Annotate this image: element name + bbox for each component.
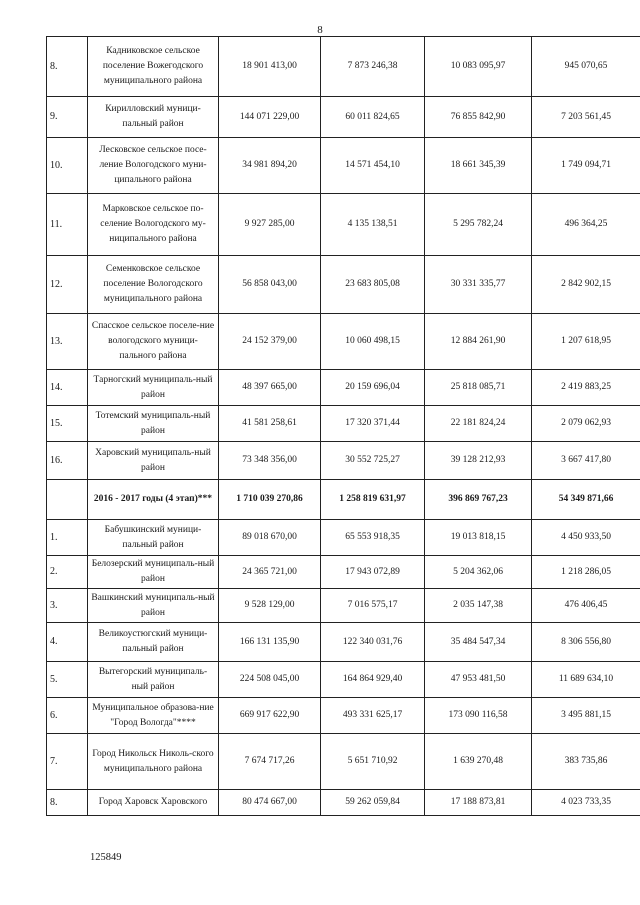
local-amount: 8 306 556,80 xyxy=(532,623,640,662)
regional-amount: 173 090 116,58 xyxy=(425,698,532,734)
local-amount: 1 749 094,71 xyxy=(532,138,640,194)
regional-amount: 17 188 873,81 xyxy=(425,790,532,816)
federal-amount: 14 571 454,10 xyxy=(321,138,425,194)
table-row xyxy=(47,442,640,480)
municipality-name: Великоустюгский муници-пальный район xyxy=(88,623,219,662)
regional-amount: 12 884 261,90 xyxy=(425,314,532,370)
table-row xyxy=(47,194,640,256)
row-number: 3. xyxy=(47,589,88,623)
total-amount: 144 071 229,00 xyxy=(219,97,321,138)
regional-amount: 30 331 335,77 xyxy=(425,256,532,314)
federal-amount: 17 320 371,44 xyxy=(321,406,425,442)
municipality-name: Кирилловский муници-пальный район xyxy=(88,97,219,138)
regional-amount: 39 128 212,93 xyxy=(425,442,532,480)
regional-amount: 47 953 481,50 xyxy=(425,662,532,698)
federal-amount: 164 864 929,40 xyxy=(321,662,425,698)
row-number: 5. xyxy=(47,662,88,698)
total-amount: 18 901 413,00 xyxy=(219,37,321,97)
row-number: 14. xyxy=(47,370,88,406)
local-amount: 945 070,65 xyxy=(532,37,640,97)
municipality-name: Город Никольск Николь-ского муниципального района xyxy=(88,734,219,790)
local-amount: 1 218 286,05 xyxy=(532,556,640,589)
local-amount: 54 349 871,66 xyxy=(532,480,640,520)
municipality-name: Вытегорский муниципаль-ный район xyxy=(88,662,219,698)
municipality-name: Марковское сельское по-селение Вологодского му-ниципального района xyxy=(88,194,219,256)
total-amount: 669 917 622,90 xyxy=(219,698,321,734)
total-amount: 34 981 894,20 xyxy=(219,138,321,194)
federal-amount: 30 552 725,27 xyxy=(321,442,425,480)
local-amount: 383 735,86 xyxy=(532,734,640,790)
local-amount: 7 203 561,45 xyxy=(532,97,640,138)
total-amount: 80 474 667,00 xyxy=(219,790,321,816)
local-amount: 496 364,25 xyxy=(532,194,640,256)
federal-amount: 23 683 805,08 xyxy=(321,256,425,314)
table-row xyxy=(47,623,640,662)
table-row xyxy=(47,589,640,623)
row-number: 12. xyxy=(47,256,88,314)
total-amount: 73 348 356,00 xyxy=(219,442,321,480)
municipality-name: Лесковское сельское посе-ление Вологодского муни-ципального района xyxy=(88,138,219,194)
regional-amount: 35 484 547,34 xyxy=(425,623,532,662)
regional-amount: 76 855 842,90 xyxy=(425,97,532,138)
table-row xyxy=(47,138,640,194)
row-number: 6. xyxy=(47,698,88,734)
regional-amount: 10 083 095,97 xyxy=(425,37,532,97)
row-number: 11. xyxy=(47,194,88,256)
total-amount: 7 674 717,26 xyxy=(219,734,321,790)
total-amount: 224 508 045,00 xyxy=(219,662,321,698)
row-number: 7. xyxy=(47,734,88,790)
local-amount: 11 689 634,10 xyxy=(532,662,640,698)
budget-table xyxy=(46,36,640,816)
federal-amount: 7 873 246,38 xyxy=(321,37,425,97)
table-row xyxy=(47,734,640,790)
row-number: 13. xyxy=(47,314,88,370)
total-amount: 1 710 039 270,86 xyxy=(219,480,321,520)
total-amount: 24 152 379,00 xyxy=(219,314,321,370)
table-row xyxy=(47,556,640,589)
federal-amount: 65 553 918,35 xyxy=(321,520,425,556)
table-row xyxy=(47,520,640,556)
table-row xyxy=(47,406,640,442)
local-amount: 4 450 933,50 xyxy=(532,520,640,556)
local-amount: 476 406,45 xyxy=(532,589,640,623)
municipality-name: Тотемский муниципаль-ный район xyxy=(88,406,219,442)
regional-amount: 18 661 345,39 xyxy=(425,138,532,194)
federal-amount: 60 011 824,65 xyxy=(321,97,425,138)
municipality-name: Семенковское сельское поселение Вологодского муниципального района xyxy=(88,256,219,314)
table-row xyxy=(47,370,640,406)
local-amount: 3 495 881,15 xyxy=(532,698,640,734)
table-row xyxy=(47,256,640,314)
document-code: 125849 xyxy=(90,852,122,863)
total-amount: 89 018 670,00 xyxy=(219,520,321,556)
municipality-name: 2016 - 2017 годы (4 этап)*** xyxy=(88,480,219,520)
table-row xyxy=(47,314,640,370)
row-number xyxy=(47,480,88,520)
federal-amount: 10 060 498,15 xyxy=(321,314,425,370)
row-number: 10. xyxy=(47,138,88,194)
total-amount: 9 927 285,00 xyxy=(219,194,321,256)
local-amount: 1 207 618,95 xyxy=(532,314,640,370)
table-row xyxy=(47,698,640,734)
regional-amount: 25 818 085,71 xyxy=(425,370,532,406)
regional-amount: 22 181 824,24 xyxy=(425,406,532,442)
total-amount: 41 581 258,61 xyxy=(219,406,321,442)
row-number: 8. xyxy=(47,37,88,97)
regional-amount: 19 013 818,15 xyxy=(425,520,532,556)
total-amount: 24 365 721,00 xyxy=(219,556,321,589)
local-amount: 2 079 062,93 xyxy=(532,406,640,442)
federal-amount: 20 159 696,04 xyxy=(321,370,425,406)
municipality-name: Кадниковское сельское поселение Вожегодского муниципального района xyxy=(88,37,219,97)
municipality-name: Белозерский муниципаль-ный район xyxy=(88,556,219,589)
federal-amount: 59 262 059,84 xyxy=(321,790,425,816)
local-amount: 4 023 733,35 xyxy=(532,790,640,816)
row-number: 8. xyxy=(47,790,88,816)
regional-amount: 5 295 782,24 xyxy=(425,194,532,256)
table-row xyxy=(47,790,640,816)
row-number: 15. xyxy=(47,406,88,442)
regional-amount: 5 204 362,06 xyxy=(425,556,532,589)
table-row xyxy=(47,662,640,698)
municipality-name: Муниципальное образова-ние "Город Вологда"**** xyxy=(88,698,219,734)
federal-amount: 1 258 819 631,97 xyxy=(321,480,425,520)
regional-amount: 396 869 767,23 xyxy=(425,480,532,520)
local-amount: 2 419 883,25 xyxy=(532,370,640,406)
federal-amount: 7 016 575,17 xyxy=(321,589,425,623)
regional-amount: 1 639 270,48 xyxy=(425,734,532,790)
regional-amount: 2 035 147,38 xyxy=(425,589,532,623)
local-amount: 2 842 902,15 xyxy=(532,256,640,314)
federal-amount: 122 340 031,76 xyxy=(321,623,425,662)
federal-amount: 17 943 072,89 xyxy=(321,556,425,589)
municipality-name: Бабушкинский муници-пальный район xyxy=(88,520,219,556)
row-number: 1. xyxy=(47,520,88,556)
municipality-name: Вашкинский муниципаль-ный район xyxy=(88,589,219,623)
total-amount: 166 131 135,90 xyxy=(219,623,321,662)
stage-total-row xyxy=(47,480,640,520)
total-amount: 9 528 129,00 xyxy=(219,589,321,623)
federal-amount: 4 135 138,51 xyxy=(321,194,425,256)
municipality-name: Тарногский муниципаль-ный район xyxy=(88,370,219,406)
municipality-name: Спасское сельское поселе-ние вологодского муници-пального района xyxy=(88,314,219,370)
row-number: 4. xyxy=(47,623,88,662)
row-number: 9. xyxy=(47,97,88,138)
table-row xyxy=(47,37,640,97)
municipality-name: Город Харовск Харовского xyxy=(88,790,219,816)
page-number: 8 xyxy=(317,24,323,36)
total-amount: 56 858 043,00 xyxy=(219,256,321,314)
row-number: 2. xyxy=(47,556,88,589)
row-number: 16. xyxy=(47,442,88,480)
municipality-name: Харовский муниципаль-ный район xyxy=(88,442,219,480)
total-amount: 48 397 665,00 xyxy=(219,370,321,406)
federal-amount: 493 331 625,17 xyxy=(321,698,425,734)
federal-amount: 5 651 710,92 xyxy=(321,734,425,790)
table-row xyxy=(47,97,640,138)
table-body xyxy=(47,37,640,816)
local-amount: 3 667 417,80 xyxy=(532,442,640,480)
